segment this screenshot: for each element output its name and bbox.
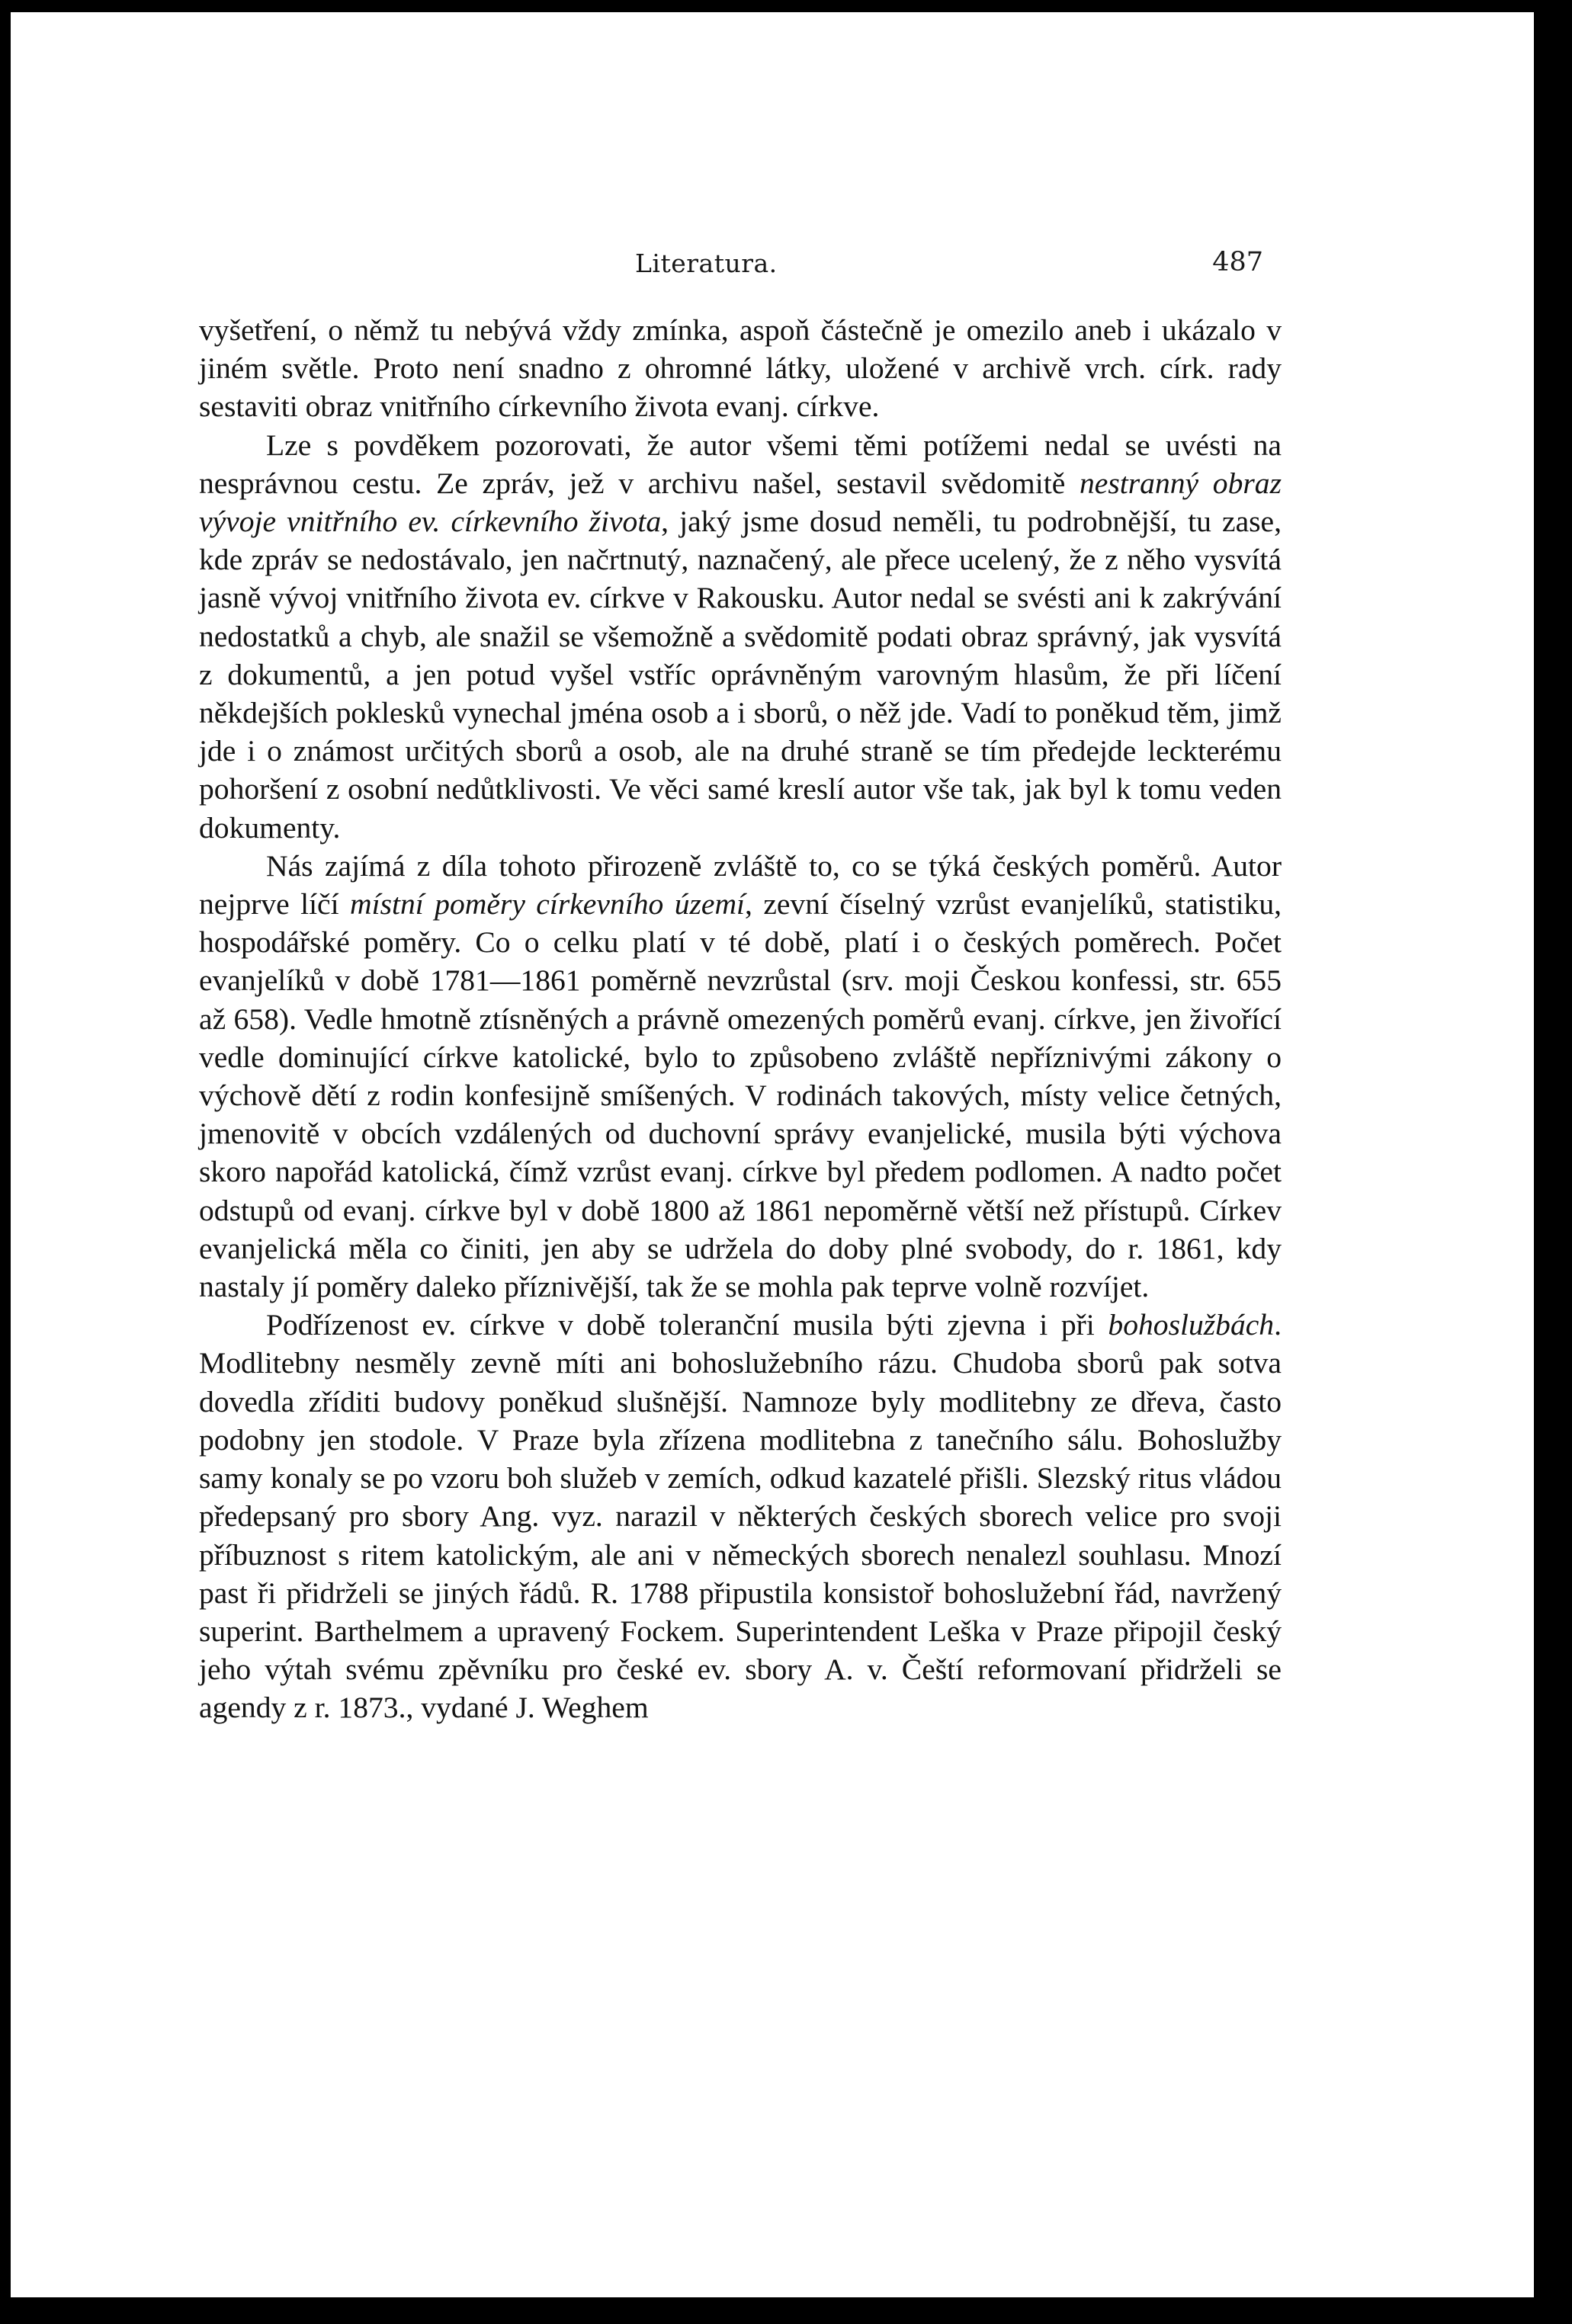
text-run: Lze s povděkem pozorovati, že autor všemi těmi potížemi nedal se uvésti na nesprávnou cestu. Ze zpráv, jež v archivu našel, sestavil svědomitě bbox=[199, 428, 1282, 500]
paragraph bbox=[199, 311, 1282, 426]
italic-phrase: nestranný obraz vývoje vnitřního ev. církevního života bbox=[199, 466, 1282, 539]
text-run: vyšetření, o němž tu nebývá vždy zmínka, aspoň částečně je omezilo aneb i ukázalo v jiném světle. Proto není snadno z ohromné látky, uložené v archivě vrch. círk. rady sestaviti obraz vnitřního církevního života evanj. církve. bbox=[199, 313, 1282, 424]
running-head: Literatura. bbox=[635, 248, 778, 278]
paragraph bbox=[199, 847, 1282, 1306]
text-run: , zevní číselný vzrůst evanjelíků, statistiku, hospodářské poměry. Co o celku platí v té době, platí i o českých poměrech. Počet evanjelíků v době 1781—1861 poměrně nevzrůstal (srv. moji Českou konfessi, str. 655 až 658). Vedle hmotně ztísněných a právně omezených poměrů evanj. církve, jen živořící vedle dominující církve katolické, bylo to způsobeno zvláště nepříznivými zákony o výchově dětí z rodin konfesijně smíšených. V rodinách takových, místy velice četných, jmenovitě v obcích vzdálených od duchovní správy evanjelické, musila býti výchova skoro napořád katolická, čímž vzrůst evanj. církve byl předem podlomen. A nadto počet odstupů od evanj. církve byl v době 1800 až 1861 nepoměrně větší než přístupů. Církev evanjelická měla co činiti, jen aby se udržela do doby plné svobody, do r. 1861, kdy nastaly jí poměry daleko příznivější, tak že se mohla pak teprve volně rozvíjet. bbox=[199, 887, 1282, 1304]
paragraph bbox=[199, 426, 1282, 847]
italic-phrase: bohoslužbách bbox=[1108, 1308, 1275, 1342]
paragraph bbox=[199, 1306, 1282, 1726]
book-page bbox=[11, 12, 1534, 2297]
text-run: Podřízenost ev. církve v době toleranční musila býti zjevna i při bbox=[266, 1308, 1108, 1342]
page-number: 487 bbox=[1212, 247, 1263, 277]
page-header bbox=[199, 226, 1282, 278]
text-run: . Modlitebny nesměly zevně míti ani bohoslužebního rázu. Chudoba sborů pak sotva dovedla zříditi budovy poněkud slušnější. Namnoze byly modlitebny ze dřeva, často podobny jen stodole. V Praze byla zřízena modlitebna z tanečního sálu. Bohoslužby samy konaly se po vzoru boh služeb v zemích, odkud kazatelé přišli. Slezský ritus vládou předepsaný pro sbory Ang. vyz. narazil v některých českých sborech velice pro svoji příbuznost s ritem katolickým, ale ani v německých sborech nenalezl souhlasu. Mnozí past ři přidrželi se jiných řádů. R. 1788 připustila konsistoř bohoslužební řád, navržený superint. Barthelmem a upravený Fockem. Superintendent Leška v Praze připojil český jeho výtah svému zpěvníku pro české ev. sbory A. v. Čeští reformovaní přidrželi se agendy z r. 1873., vydané J. Weghem bbox=[199, 1308, 1282, 1725]
text-run: , jaký jsme dosud neměli, tu podrobnější, tu zase, kde zpráv se nedostávalo, jen načrtnutý, naznačený, ale přece ucelený, že z něho vysvítá jasně vývoj vnitřního života ev. církve v Rakousku. Autor nedal se svésti ani k zakrývání nedostatků a chyb, ale snažil se všemožně a svědomitě podati obraz správný, jak vysvítá z dokumentů, a jen potud vyšel vstříc oprávněným varovným hlasům, že při líčení někdejších poklesků vynechal jména osob a i sborů, o něž jde. Vadí to poněkud těm, jimž jde i o známost určitých sborů a osob, ale na druhé straně se tím předejde leckterému pohoršení z osobní nedůtklivosti. Ve věci samé kreslí autor vše tak, jak byl k tomu veden dokumenty. bbox=[199, 505, 1282, 845]
body-text bbox=[199, 311, 1282, 1727]
italic-phrase: místní poměry církevního území bbox=[350, 887, 746, 922]
text-run: Nás zajímá z díla tohoto přirozeně zvláště to, co se týká českých poměrů. Autor nejprve líčí bbox=[199, 848, 1282, 922]
